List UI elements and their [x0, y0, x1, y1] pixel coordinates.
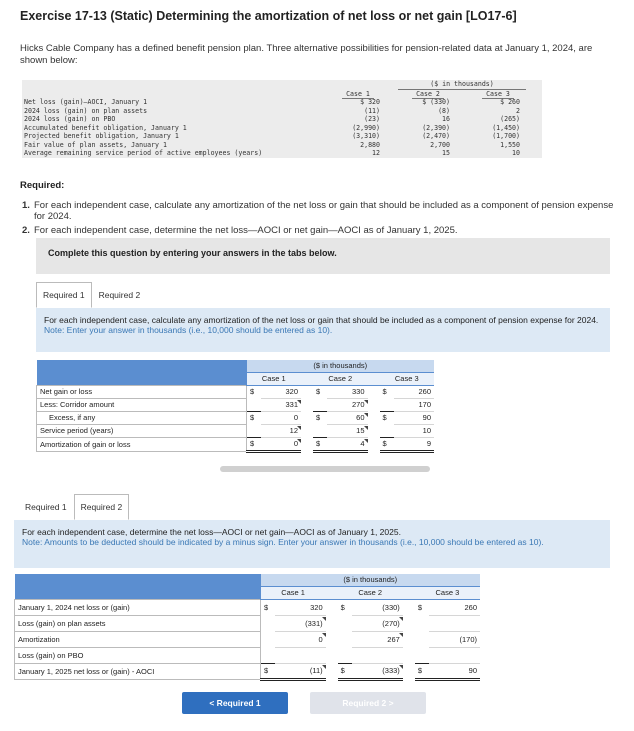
given-row: Projected benefit obligation, January 1 (3,310) (2,470) (1,700) [24, 132, 520, 140]
answer-input[interactable]: 10 [394, 425, 435, 438]
page-title: Exercise 17-13 (Static) Determining the amortization of net loss or net gain [LO17-6] [20, 9, 517, 23]
required-item: 2. For each independent case, determine the net loss—AOCI or net gain—AOCI as of January 1, 2025. [22, 225, 458, 236]
answer-input[interactable]: 260 [429, 600, 480, 616]
answer-input[interactable]: 12 [261, 425, 302, 438]
given-row: 2024 loss (gain) on plan assets (11) (8) 2 [24, 106, 520, 115]
answer-input[interactable]: 9 [394, 438, 435, 452]
req1-instruction-text: For each independent case, calculate any amortization of the net loss or gain that should be included as a component of pension expense for 2024. [44, 315, 599, 325]
tab-required-1[interactable]: Required 1 [25, 502, 67, 512]
given-units: ($ in thousands) [398, 80, 526, 90]
answer-input[interactable] [429, 648, 480, 664]
req1-table [36, 360, 434, 453]
next-required-2-button[interactable]: Required 2 > [310, 692, 426, 714]
given-case-header: Case 2 [412, 90, 444, 99]
req2-units: ($ in thousands) [261, 574, 481, 587]
answer-input[interactable]: 330 [327, 386, 368, 399]
answer-input[interactable]: 0 [261, 412, 302, 425]
tab-bar-req2 [18, 494, 129, 520]
answer-input[interactable]: 260 [394, 386, 435, 399]
table-row: Loss (gain) on plan assets (331) (270) [15, 616, 481, 632]
answer-input[interactable]: 267 [352, 632, 403, 648]
given-case-header: Case 3 [482, 90, 514, 99]
req2-instructions [14, 520, 610, 568]
answer-input[interactable]: (170) [429, 632, 480, 648]
answer-input[interactable]: 4 [327, 438, 368, 452]
table-row: Excess, if any $ 0 $ 60 $ 90 [37, 412, 435, 425]
tab-required-1[interactable]: Required 1 [36, 282, 92, 308]
table-row: Amortization of gain or loss $ 0 $ 4 $ 9 [37, 438, 435, 452]
req1-case-header: Case 2 [313, 373, 368, 386]
answer-input[interactable]: (270) [352, 616, 403, 632]
req1-instructions [36, 308, 610, 352]
answer-input[interactable]: 270 [327, 399, 368, 412]
tab-required-2[interactable]: Required 2 [98, 290, 141, 300]
answer-input[interactable]: (331) [275, 616, 326, 632]
answer-input[interactable]: 320 [275, 600, 326, 616]
req2-note: Note: Amounts to be deducted should be indicated by a minus sign. Enter your answer in thousands (i.e., 10,000 should be entered as 10). [22, 537, 544, 547]
given-row: Fair value of plan assets, January 1 2,880 2,700 1,550 [24, 140, 520, 149]
horizontal-scrollbar[interactable] [220, 466, 430, 472]
answer-input[interactable]: 170 [394, 399, 435, 412]
req2-case-header: Case 2 [338, 587, 403, 600]
table-row: Service period (years) 12 15 10 [37, 425, 435, 438]
req2-instruction-text: For each independent case, determine the net loss—AOCI or net gain—AOCI as of January 1, 2025. [22, 527, 401, 537]
given-row: Accumulated benefit obligation, January 1 (2,990) (2,390) (1,450) [24, 123, 520, 132]
given-row: Average remaining service period of active employees (years) 12 15 10 [24, 149, 520, 157]
table-row: January 1, 2025 net loss or (gain) - AOCI $ (11) $ (333) $ 90 [15, 664, 481, 680]
answer-input[interactable] [352, 648, 403, 664]
answer-input[interactable]: (333) [352, 664, 403, 680]
table-row: Amortization 0 267 (170) [15, 632, 481, 648]
answer-input[interactable]: 320 [261, 386, 302, 399]
required-list [22, 200, 622, 239]
tab-required-2[interactable]: Required 2 [74, 494, 130, 520]
table-row: Net gain or loss $ 320 $ 330 $ 260 [37, 386, 435, 399]
intro-text: Hicks Cable Company has a defined benefit pension plan. Three alternative possibilities for pension-related data at January 1, 2024, are shown below: [20, 43, 593, 66]
answer-input[interactable] [429, 616, 480, 632]
answer-input[interactable]: (330) [352, 600, 403, 616]
answer-input[interactable] [275, 648, 326, 664]
req1-case-header: Case 3 [380, 373, 435, 386]
given-data-table [22, 80, 542, 158]
req1-case-header: Case 1 [247, 373, 302, 386]
answer-input[interactable]: 0 [261, 438, 302, 452]
table-row: Loss (gain) on PBO [15, 648, 481, 664]
required-heading: Required: [20, 180, 65, 191]
tab-bar-req1 [36, 282, 147, 308]
req1-note: Note: Enter your answer in thousands (i.e., 10,000 should be entered as 10). [44, 325, 333, 335]
req2-table [14, 574, 480, 681]
given-row: Net loss (gain)–AOCI, January 1 $ 320 $ (330) $ 260 [24, 98, 520, 106]
req2-case-header: Case 1 [261, 587, 326, 600]
answer-input[interactable]: 15 [327, 425, 368, 438]
prev-required-1-button[interactable]: < Required 1 [182, 692, 288, 714]
answer-input[interactable]: 90 [394, 412, 435, 425]
req2-case-header: Case 3 [415, 587, 480, 600]
table-row: Less: Corridor amount 331 270 170 [37, 399, 435, 412]
given-row: 2024 loss (gain) on PBO (23) 16 (265) [24, 115, 520, 123]
answer-input[interactable]: 60 [327, 412, 368, 425]
required-item: 1. For each independent case, calculate any amortization of the net loss or gain that should be included as a component of pension expense for 2024. [22, 200, 614, 222]
answer-input[interactable]: 331 [261, 399, 302, 412]
req1-units: ($ in thousands) [247, 360, 435, 373]
complete-banner: Complete this question by entering your answers in the tabs below. [36, 238, 610, 274]
given-case-header: Case 1 [342, 90, 374, 99]
answer-input[interactable]: (11) [275, 664, 326, 680]
table-row: January 1, 2024 net loss or (gain) $ 320 $ (330) $ 260 [15, 600, 481, 616]
answer-input[interactable]: 0 [275, 632, 326, 648]
answer-input[interactable]: 90 [429, 664, 480, 680]
